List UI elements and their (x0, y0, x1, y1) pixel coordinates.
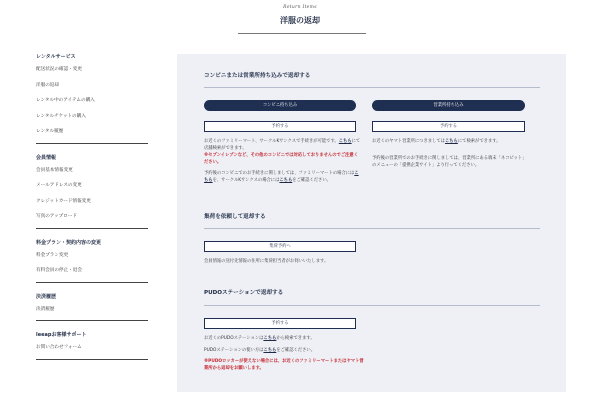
sidebar-item-buy-rented[interactable]: レンタル中のアイテムの購入 (36, 98, 95, 103)
page-title: 洋服の返却 (280, 16, 320, 25)
store-search-link[interactable]: こちら (338, 139, 352, 144)
sidebar (36, 52, 148, 369)
pudo-search-link[interactable]: こちら (263, 336, 277, 341)
pudo-reserve-button[interactable]: 予約する (204, 318, 356, 329)
page-header (0, 0, 600, 40)
pudo-text-2: PUDOステーションの使い方はこちらをご確認ください。 (204, 348, 315, 353)
pudo-text-1: お近くのPUDOステーションはこちらから検索できます。 (204, 336, 315, 341)
sidebar-section-plan (36, 238, 148, 283)
sidebar-section-title: 決済履歴 (36, 293, 57, 300)
pickup-text: 会員情報の送付先情報の住所に集荷担当者がお伺いいたします。 (204, 259, 329, 264)
office-text-2: 予約後の営業所でのお手続きに関しましては、営業所にある端末「ネコピット」のメニューの「提携企業サイト」より行ってください。 (372, 156, 527, 168)
familymart-guide-link[interactable]: こちら (204, 171, 359, 183)
section-heading-dropoff: コンビニまたは営業所持ち込みで返却する (204, 73, 311, 79)
header-divider (238, 33, 366, 34)
main-panel (177, 54, 566, 392)
pudo-warning: ※PUDOロッカーが使えない場合には、お近くのファミリーマートまたはヤマト営業所から返却をお願いします。 (204, 359, 364, 371)
convenience-text-1: お近くのファミリーマート、サークルKサンクスで手続きが可能です。こちらにて店舗検索ができます。 (204, 139, 361, 151)
sidebar-item-photo-upload[interactable]: 写真のアップロード (36, 214, 78, 219)
section-heading-pickup: 集荷を依頼して返却する (204, 214, 266, 220)
sidebar-divider (36, 143, 148, 144)
circlek-guide-link[interactable]: こちら (279, 178, 293, 183)
section-divider (204, 228, 540, 229)
sidebar-item-payment-history[interactable]: 決済履歴 (36, 306, 55, 312)
pudo-guide-link[interactable]: こちら (263, 348, 277, 353)
sidebar-item-member-info[interactable]: 会員基本情報変更 (36, 167, 73, 173)
section-divider (204, 87, 540, 88)
sidebar-item-buy-ticket[interactable]: レンタルチケットの購入 (36, 113, 86, 119)
sidebar-section-title: 料金プラン・契約内容の変更 (36, 239, 102, 246)
office-search-link[interactable]: こちら (444, 139, 458, 144)
page-subtitle: Return Items (283, 5, 317, 10)
sidebar-section-support (36, 330, 148, 360)
section-divider (204, 305, 540, 306)
sidebar-item-rental-history[interactable]: レンタル履歴 (36, 129, 64, 134)
sidebar-item-return[interactable]: 洋服の返却 (36, 82, 59, 88)
sidebar-section-rental (36, 52, 148, 144)
sidebar-divider (36, 320, 148, 321)
sidebar-item-credit-card[interactable]: クレジットカード情報変更 (36, 198, 91, 204)
office-dropoff-label: 営業所持ち込み (372, 100, 525, 111)
sidebar-divider (36, 359, 148, 360)
sidebar-section-title: leeapお客様サポート (36, 332, 87, 338)
sidebar-item-cancel-membership[interactable]: 有料会員の停止・退会 (36, 268, 82, 273)
sidebar-divider (36, 228, 148, 229)
pickup-reserve-button[interactable]: 集荷予約へ (204, 241, 356, 252)
convenience-reserve-button[interactable]: 予約する (204, 121, 356, 132)
sidebar-divider (36, 282, 148, 283)
section-heading-pudo: PUDOステーションで返却する (204, 290, 284, 296)
sidebar-item-delivery-status[interactable]: 配送状況の確認・変更 (36, 67, 82, 72)
convenience-store-label: コンビニ持ち込み (204, 100, 356, 111)
sidebar-section-title: レンタルサービス (36, 54, 76, 60)
office-text-1: お近くのヤマト営業所につきましてはこちらにて検索ができます。 (372, 139, 501, 144)
office-reserve-button[interactable]: 予約する (372, 121, 525, 132)
convenience-warning: ※セブンイレブンなど、その他のコンビニでは対応しておりませんのでご注意ください。 (204, 153, 359, 165)
sidebar-section-title: 会員情報 (36, 154, 57, 161)
sidebar-item-contact-form[interactable]: お問い合わせフォーム (36, 345, 82, 350)
sidebar-section-member (36, 153, 148, 229)
convenience-text-2: 予約後のコンビニでのお手続きに関しましては、ファミリーマートの場合にはこちらを、サークルKサンクスの場合にはこちらをご確認ください。 (204, 171, 359, 183)
sidebar-item-email[interactable]: メールアドレスの変更 (36, 183, 82, 188)
sidebar-section-payment (36, 292, 148, 322)
sidebar-item-plan-change[interactable]: 料金プラン変更 (36, 252, 69, 258)
